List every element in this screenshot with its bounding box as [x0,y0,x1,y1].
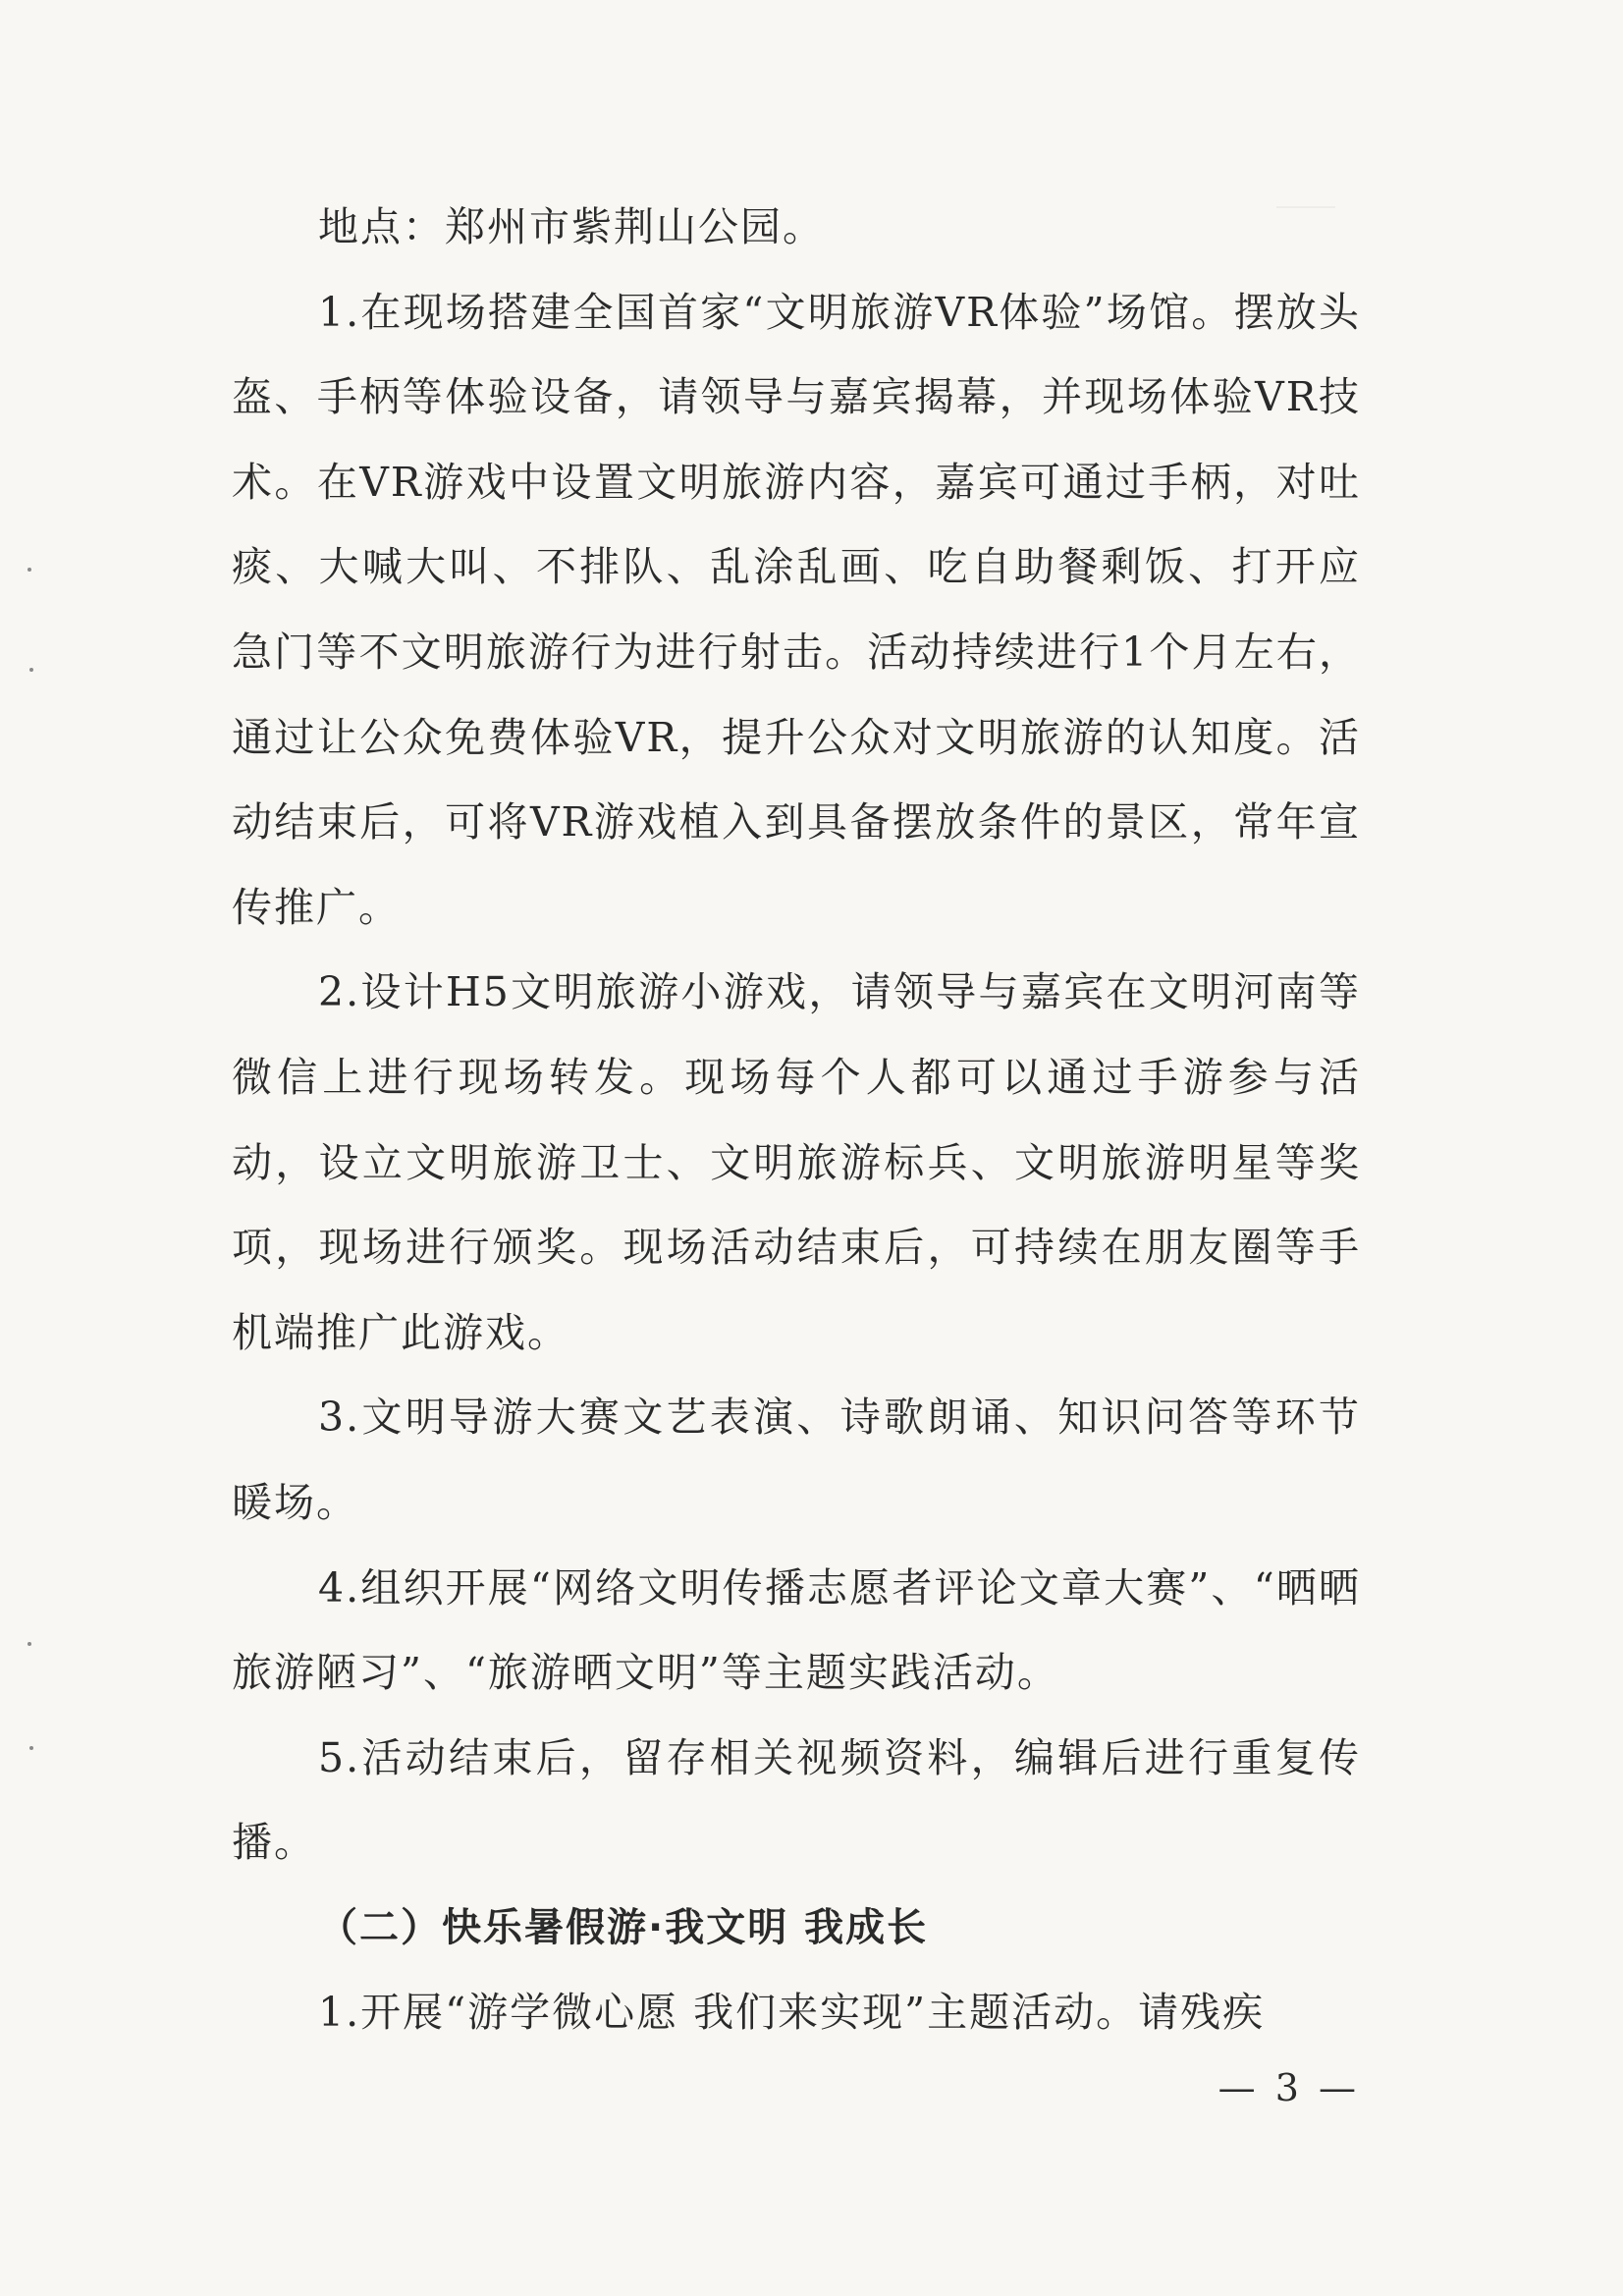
scan-speck [29,668,33,672]
scan-speck [29,1746,33,1750]
paragraph-5: 5.活动结束后，留存相关视频资料，编辑后进行重复传播。 [232,1733,1361,1867]
paragraph-3: 3.文明导游大赛文艺表演、诗歌朗诵、知识问答等环节暖场。 [232,1394,1361,1526]
paragraph-6: 1.开展“游学微心愿 我们来实现”主题活动。请残疾 [318,1989,1266,2037]
paragraph-1: 1.在现场搭建全国首家“文明旅游VR体验”场馆。摆放头盔、手柄等体验设备，请领导与嘉宾揭幕，并现场体验VR技术。在VR游戏中设置文明旅游内容，嘉宾可通过手柄，对吐痰、大喊大叫、不排队、乱涂乱画、吃自助餐剩饭、打开应急门等不文明旅游行为进行射击。活动持续进行1个月左右，通过让公众免费体验VR，提升公众对文明旅游的认知度。活动结束后，可将VR游戏植入到具备摆放条件的景区，常年宣传推广。 [232,288,1361,931]
page-number: — 3 — [1217,2066,1360,2109]
location-line: 地点：郑州市紫荆山公园。 [318,203,825,250]
paragraph-4: 4.组织开展“网络文明传播志愿者评论文章大赛”、“晒晒旅游陋习”、“旅游晒文明”等主题实践活动。 [232,1563,1361,1697]
section-heading: （二）快乐暑假游·我文明 我成长 [318,1904,929,1950]
document-body [232,185,1361,2055]
paragraph-2: 2.设计H5文明旅游小游戏，请领导与嘉宾在文明河南等微信上进行现场转发。现场每个人都可以通过手游参与活动，设立文明旅游卫士、文明旅游标兵、文明旅游明星等奖项，现场进行颁奖。现场活动结束后，可持续在朋友圈等手机端推广此游戏。 [232,968,1361,1356]
scan-speck [27,1642,31,1646]
scan-speck [27,568,31,572]
